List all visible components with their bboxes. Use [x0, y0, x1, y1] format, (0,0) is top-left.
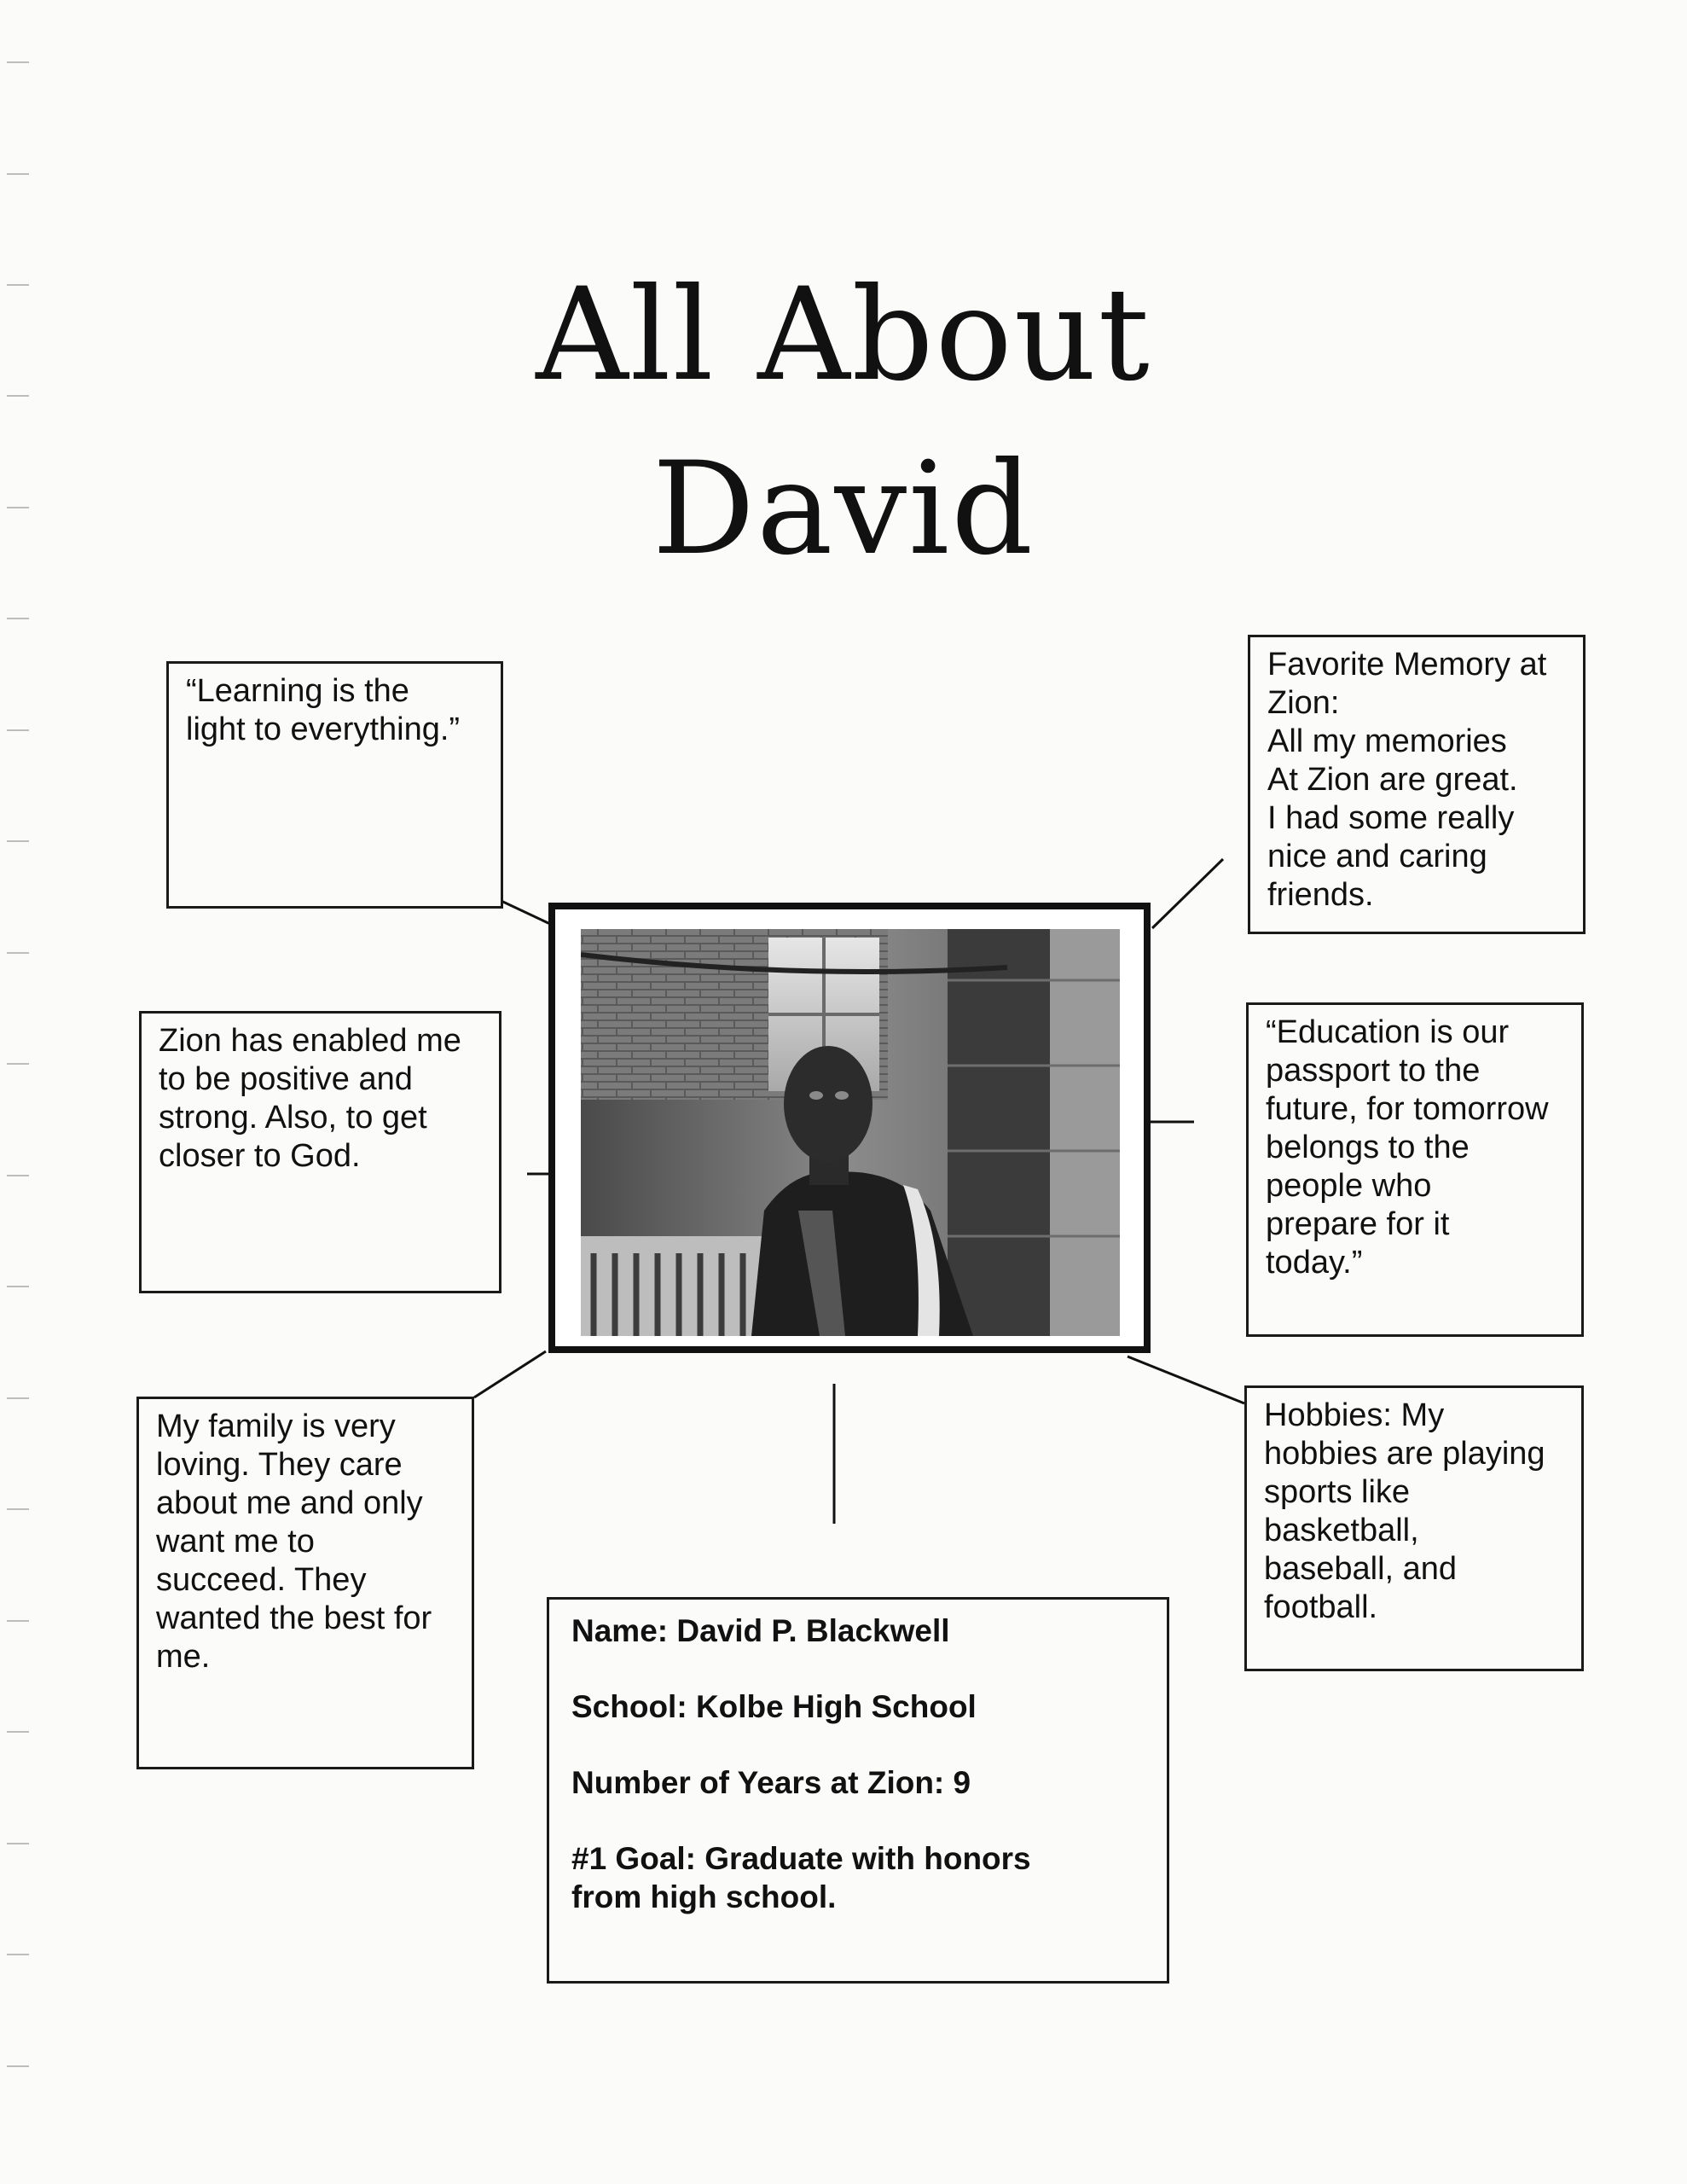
- photo-frame: [548, 903, 1151, 1353]
- quote-learning-box: “Learning is the light to everything.”: [166, 661, 503, 909]
- favorite-memory-box: Favorite Memory at Zion: All my memories At Zion are great. I had some really nice and caring friends.: [1248, 635, 1586, 934]
- hobbies-box: Hobbies: My hobbies are playing sports like basketball, baseball, and football.: [1244, 1385, 1584, 1671]
- student-photo-drawing: [581, 929, 1120, 1336]
- years-at-zion: Number of Years at Zion: 9: [571, 1765, 971, 1800]
- student-photo: [581, 929, 1120, 1336]
- goal-line-1: #1 Goal: Graduate with honors: [571, 1841, 1031, 1876]
- page-title: All About: [536, 261, 1151, 410]
- connector-line: [1128, 1356, 1244, 1403]
- goal-line-2: from high school.: [571, 1879, 837, 1914]
- student-school: School: Kolbe High School: [571, 1689, 977, 1724]
- quote-education-box: “Education is our passport to the future, for tomorrow belongs to the people who prepare for it today.”: [1246, 1002, 1584, 1337]
- page-subtitle-name: David: [652, 435, 1035, 584]
- connector-line: [474, 1351, 546, 1397]
- connector-line: [1152, 859, 1223, 928]
- zion-enabled-box: Zion has enabled me to be positive and strong. Also, to get closer to God.: [139, 1011, 501, 1293]
- family-box: My family is very loving. They care about me and only want me to succeed. They wanted the best for me.: [136, 1397, 474, 1769]
- student-name: Name: David P. Blackwell: [571, 1613, 950, 1648]
- student-info-box: [547, 1597, 1169, 1984]
